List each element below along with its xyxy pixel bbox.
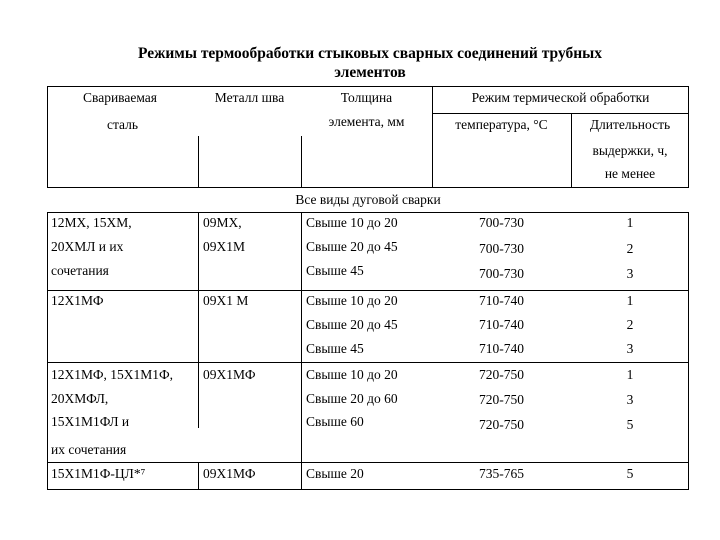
group4-hold-1: 5: [626, 466, 634, 481]
header-mode: Режим термической обработки: [471, 90, 650, 105]
title-line-1: Режимы термообработки стыковых сварных соединений трубных: [137, 45, 603, 62]
rule-group2-bottom: [47, 362, 689, 363]
group1-steel-3: сочетания: [51, 263, 109, 278]
group2-thickness-2: Свыше 20 до 45: [306, 317, 398, 332]
group3-hold-3: 5: [626, 417, 634, 432]
col-line-metal-thick-head: [301, 136, 302, 187]
group3-steel-1: 12Х1МФ, 15Х1М1Ф,: [51, 367, 174, 382]
header-thickness-1: Толщина: [340, 90, 393, 105]
group4-metal-1: 09Х1МФ: [203, 466, 256, 481]
group2-temp-1: 710-740: [479, 293, 524, 308]
group3-steel-4: их сочетания: [51, 442, 127, 457]
col-line-metal-thick-body: [301, 212, 302, 490]
group1-thickness-2: Свыше 20 до 45: [306, 239, 398, 254]
group1-steel-1: 12МХ, 15ХМ,: [51, 215, 132, 230]
group2-temp-2: 710-740: [479, 317, 524, 332]
section-label: Все виды дуговой сварки: [295, 192, 441, 207]
group2-thickness-3: Свыше 45: [306, 341, 364, 356]
group3-thickness-1: Свыше 10 до 20: [306, 367, 398, 382]
rule-top: [47, 86, 689, 87]
col-line-left: [47, 86, 48, 187]
col-line-steel-metal-1: [198, 212, 199, 290]
rule-mode-split: [432, 113, 689, 114]
group1-metal-2: 09Х1М: [203, 239, 246, 254]
header-temperature: температура, °С: [455, 117, 548, 132]
rule-group3-bottom: [47, 462, 689, 463]
col-line-steel-metal-head: [198, 136, 199, 187]
group3-temp-1: 720-750: [479, 367, 524, 382]
group1-hold-1: 1: [626, 215, 634, 230]
group3-metal-1: 09Х1МФ: [203, 367, 256, 382]
group3-thickness-2: Свыше 20 до 60: [306, 391, 398, 406]
title-line-2: элементов: [334, 64, 406, 81]
col-line-left-body: [47, 212, 48, 490]
group1-steel-2: 20ХМЛ и их: [51, 239, 124, 254]
header-thickness-2: элемента, мм: [328, 114, 405, 129]
group3-steel-2: 20ХМФЛ,: [51, 391, 109, 406]
rule-bottom: [47, 489, 689, 490]
group2-hold-2: 2: [626, 317, 634, 332]
group3-hold-2: 3: [626, 392, 634, 407]
header-duration-1: Длительность: [589, 117, 671, 132]
group2-hold-1: 1: [626, 293, 634, 308]
header-weld-metal: Металл шва: [214, 90, 285, 105]
group4-steel-1: 15Х1М1Ф-ЦЛ*⁷: [51, 466, 146, 481]
group1-hold-3: 3: [626, 266, 634, 281]
heat-treatment-table: [47, 86, 689, 490]
col-line-steel-metal-4: [198, 462, 199, 489]
header-duration-3: не менее: [604, 166, 656, 181]
rule-section-bottom: [47, 212, 689, 213]
group1-thickness-3: Свыше 45: [306, 263, 364, 278]
group1-thickness-1: Свыше 10 до 20: [306, 215, 398, 230]
group1-metal-1: 09МХ,: [203, 215, 242, 230]
group1-temp-3: 700-730: [479, 266, 524, 281]
group3-thickness-3: Свыше 60: [306, 414, 364, 429]
group1-temp-2: 700-730: [479, 241, 524, 256]
group1-temp-1: 700-730: [479, 215, 524, 230]
group3-steel-3: 15Х1М1ФЛ и: [51, 414, 130, 429]
group3-hold-1: 1: [626, 367, 634, 382]
col-line-steel-metal-3: [198, 362, 199, 428]
group1-hold-2: 2: [626, 241, 634, 256]
rule-header-bottom: [47, 187, 689, 188]
group4-temp-1: 735-765: [479, 466, 524, 481]
header-steel-2: сталь: [107, 117, 139, 132]
table-title: [60, 44, 680, 82]
group2-hold-3: 3: [626, 341, 634, 356]
group2-thickness-1: Свыше 10 до 20: [306, 293, 398, 308]
group2-temp-3: 710-740: [479, 341, 524, 356]
group3-temp-3: 720-750: [479, 417, 524, 432]
group2-steel-1: 12Х1МФ: [51, 293, 104, 308]
header-steel-1: Свариваемая: [83, 90, 157, 105]
group3-temp-2: 720-750: [479, 392, 524, 407]
rule-group1-bottom: [47, 290, 689, 291]
group4-thickness-1: Свыше 20: [306, 466, 364, 481]
group2-metal-1: 09Х1 М: [203, 293, 249, 308]
header-duration-2: выдержки, ч,: [592, 143, 668, 158]
col-line-steel-metal-2: [198, 290, 199, 362]
